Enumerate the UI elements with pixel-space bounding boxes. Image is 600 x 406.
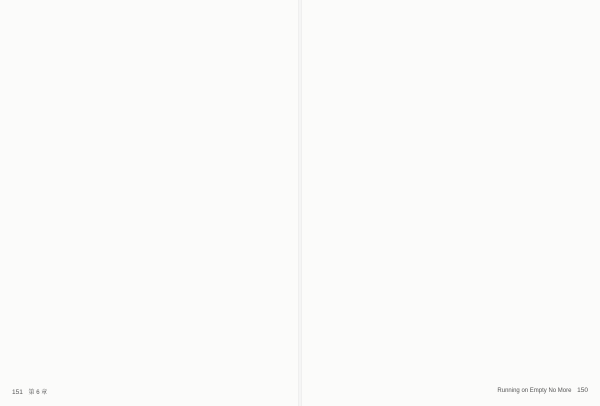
left-page xyxy=(0,0,299,406)
book-title: Running on Empty No More xyxy=(497,388,572,394)
right-page xyxy=(301,0,600,406)
right-footer xyxy=(497,387,592,394)
left-footer xyxy=(8,387,47,396)
chapter-label: 第 6 章 xyxy=(28,390,48,396)
right-page-number: 150 xyxy=(577,387,588,394)
left-page-number: 151 xyxy=(12,389,23,396)
